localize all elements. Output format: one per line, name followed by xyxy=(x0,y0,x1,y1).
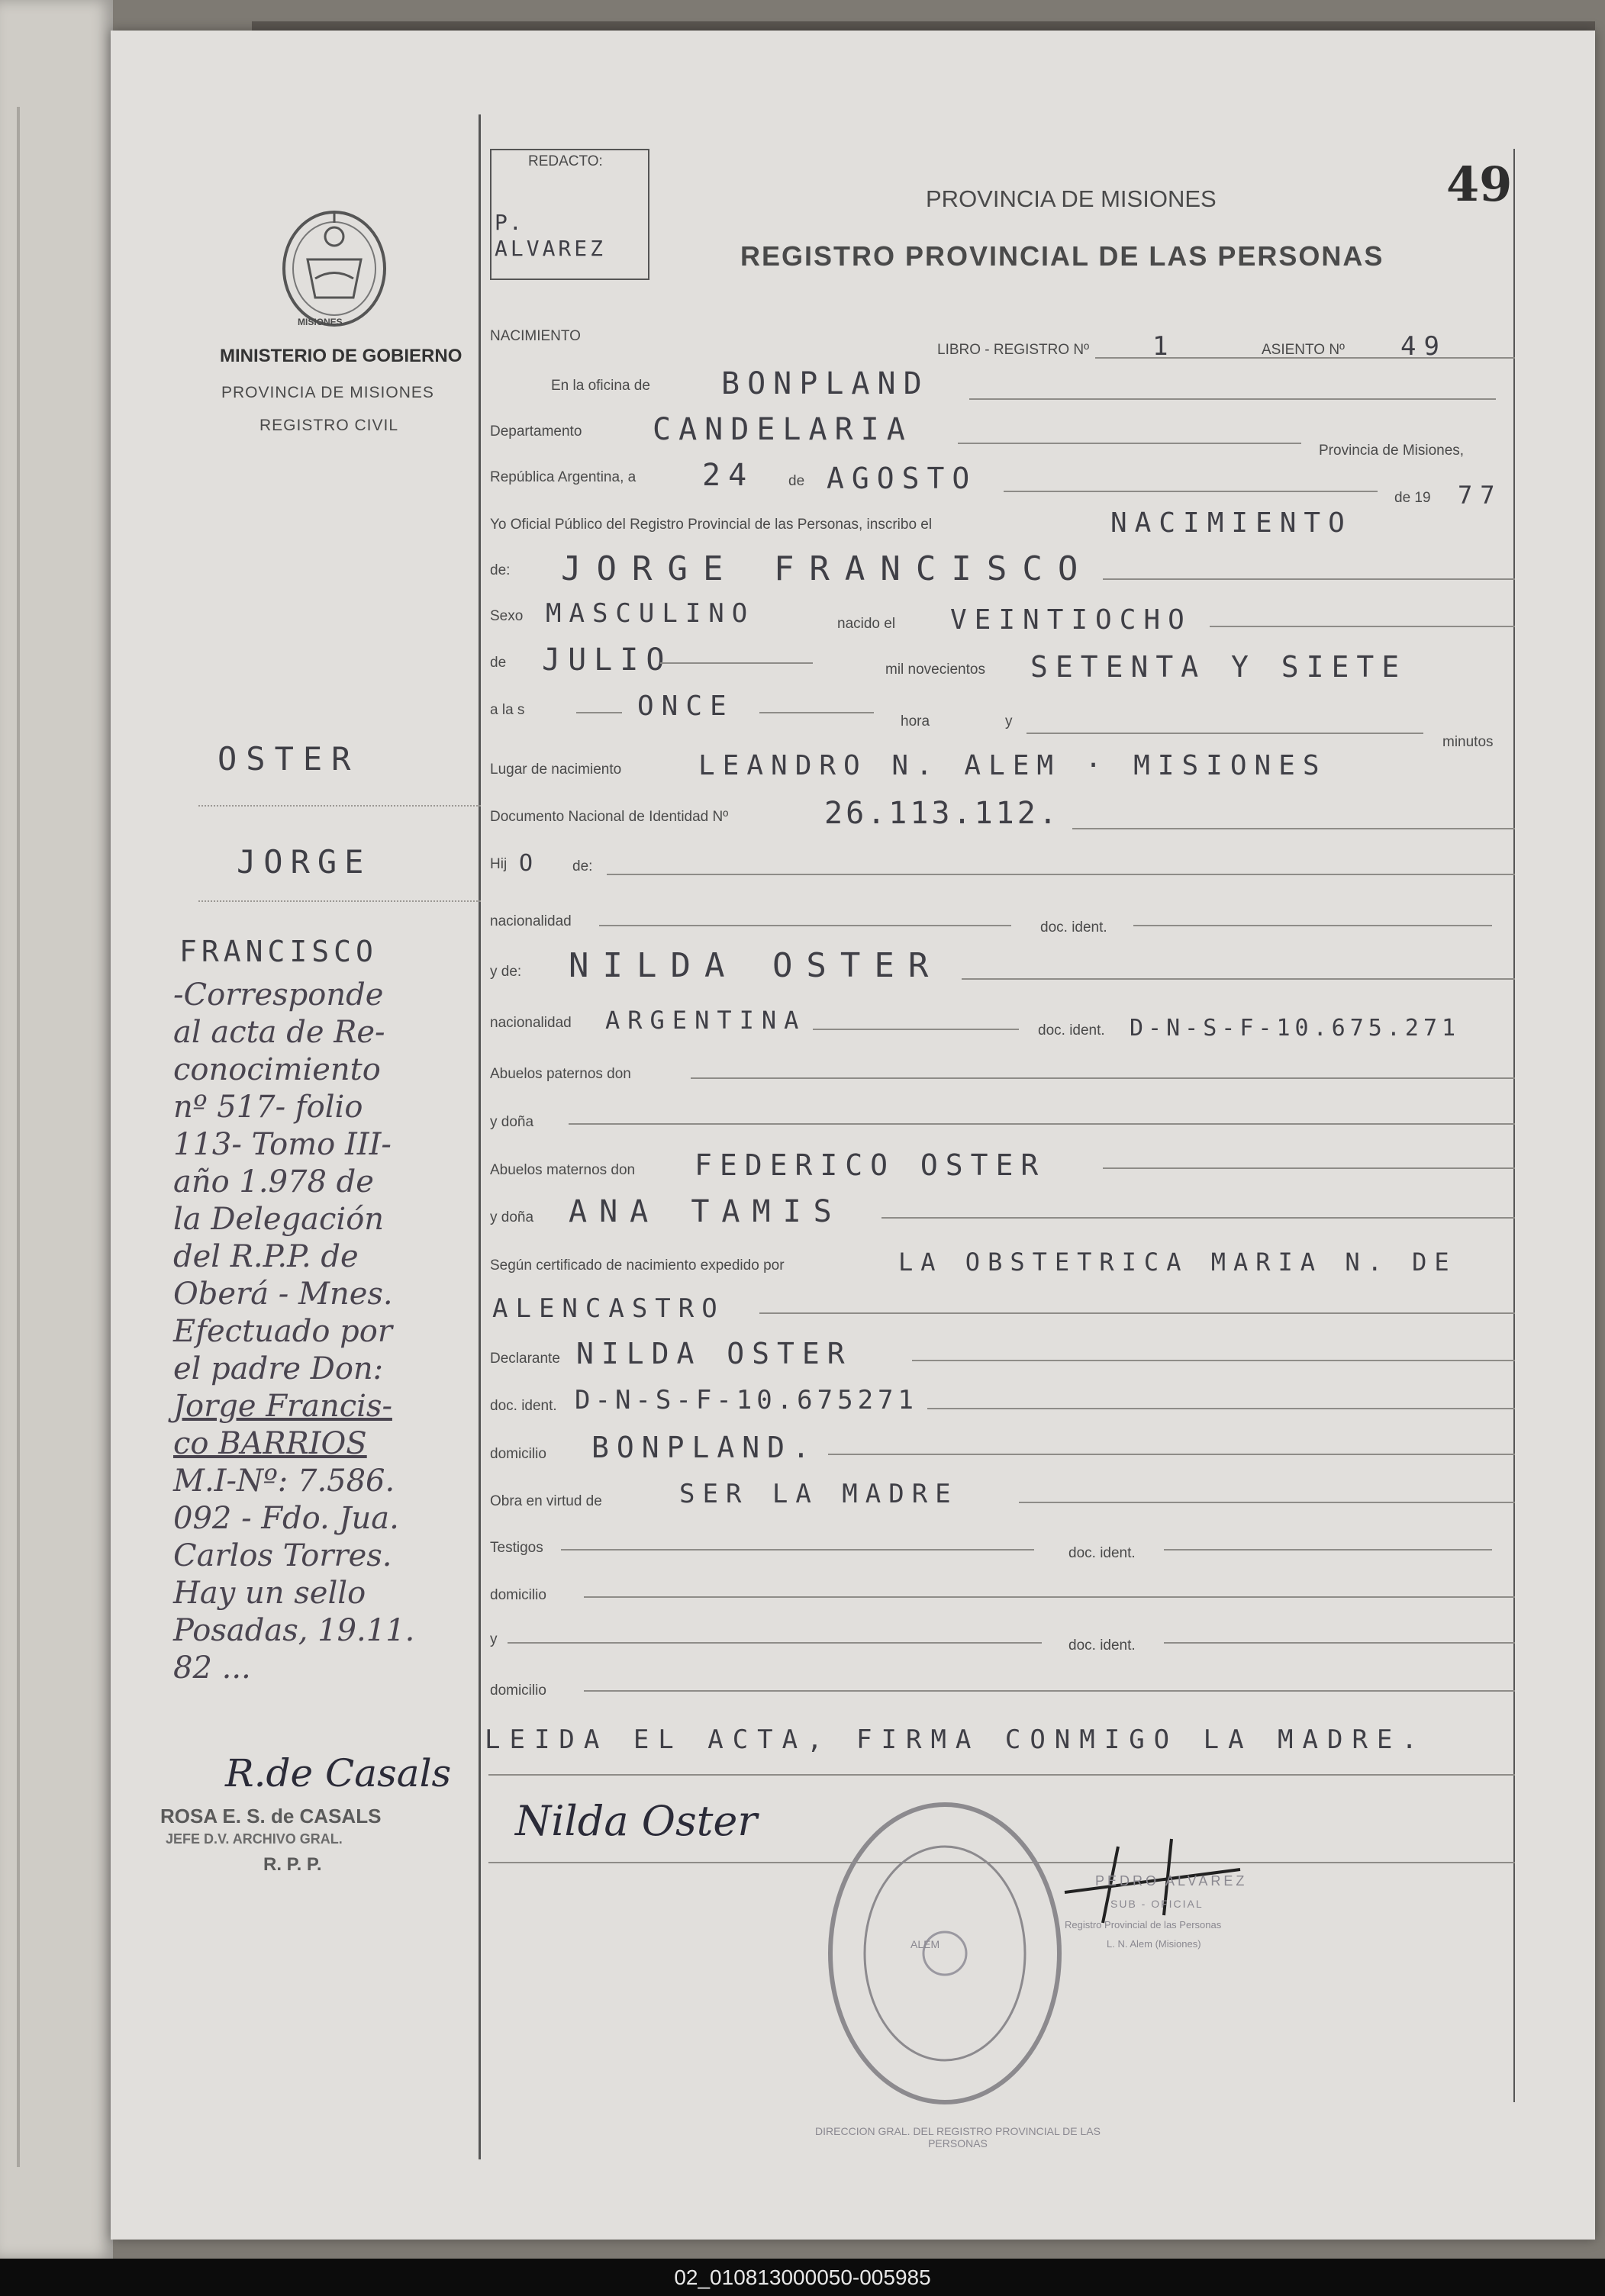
sexo-label: Sexo xyxy=(490,608,524,624)
y2-label: y xyxy=(490,1631,498,1647)
nacionalidad-label: nacionalidad xyxy=(490,913,572,929)
y-dona2-label: y doña xyxy=(490,1209,534,1225)
departamento-label: Departamento xyxy=(490,423,582,440)
certificado-label: Según certificado de nacimiento expedido por xyxy=(490,1257,785,1274)
margin-note-line: Oberá - Mnes. xyxy=(173,1277,393,1312)
domicilio3-label: domicilio xyxy=(490,1683,546,1699)
sexo-value: MASCULINO xyxy=(546,598,756,629)
libro-value: 1 xyxy=(1152,331,1176,362)
hora-label: hora xyxy=(901,713,930,729)
alas-label: a la s xyxy=(490,702,525,718)
archive-stamp-role: JEFE D.V. ARCHIVO GRAL. xyxy=(166,1831,343,1847)
nacido-value: VEINTIOCHO xyxy=(950,604,1192,636)
round-stamp-text: DIRECCION GRAL. DEL REGISTRO PROVINCIAL DE LAS PERSONAS xyxy=(815,2125,1101,2149)
republica-label: República Argentina, a xyxy=(490,469,637,485)
asiento-value: 49 xyxy=(1400,331,1447,362)
doc-ident2-value: D-N-S-F-10.675.271 xyxy=(1130,1015,1461,1042)
province-heading: PROVINCIA DE MISIONES xyxy=(926,185,1217,212)
margin-note-line: nº 517- folio xyxy=(173,1090,363,1125)
margin-given2: FRANCISCO xyxy=(179,935,378,968)
archive-stamp-name: ROSA E. S. de CASALS xyxy=(160,1805,382,1827)
margin-note-line: el padre Don: xyxy=(173,1351,384,1386)
margin-note-line: Posadas, 19.11. xyxy=(173,1613,415,1648)
margin-given1: JORGE xyxy=(237,843,372,881)
margin-note-line: 092 - Fdo. Jua. xyxy=(173,1501,399,1536)
y-de-label: y de: xyxy=(490,964,522,980)
declarante-label: Declarante xyxy=(490,1351,560,1367)
nombre-value: JORGE FRANCISCO xyxy=(561,549,1094,588)
dia-value: 24 xyxy=(702,458,755,493)
archive-signature: R.de Casals xyxy=(225,1751,452,1795)
officer-stamp-office: Registro Provincial de las Personas xyxy=(1065,1919,1222,1931)
domicilio-value: BONPLAND. xyxy=(591,1431,817,1464)
margin-note-line: -Corresponde xyxy=(173,977,384,1013)
minutos-label: minutos xyxy=(1442,734,1494,750)
image-id-footer: 02_010813000050-005985 xyxy=(0,2259,1605,2296)
mes-nac-value: JULIO xyxy=(542,642,672,678)
ministry-province: PROVINCIA DE MISIONES xyxy=(221,384,434,401)
obra-value: SER LA MADRE xyxy=(679,1479,959,1509)
mother-signature: Nilda Oster xyxy=(515,1797,758,1845)
certificado-value2: ALENCASTRO xyxy=(492,1293,725,1324)
margin-note-line: Jorge Francis- xyxy=(173,1389,392,1424)
margin-note-line: 82 ... xyxy=(173,1650,251,1686)
redacto-box xyxy=(490,149,649,280)
doc-ident3-value: D-N-S-F-10.675271 xyxy=(575,1385,918,1415)
section-label: NACIMIENTO xyxy=(490,328,581,344)
anio-nac-value: SETENTA Y SIETE xyxy=(1030,650,1407,684)
dni-value: 26.113.112. xyxy=(824,796,1060,831)
margin-note-line: Carlos Torres. xyxy=(173,1538,392,1573)
obra-label: Obra en virtud de xyxy=(490,1493,602,1509)
provincia-label: Provincia de Misiones, xyxy=(1319,443,1465,459)
margin-note-line: al acta de Re- xyxy=(173,1015,385,1050)
margin-note-line: Hay un sello xyxy=(173,1576,366,1611)
doc-ident2-label: doc. ident. xyxy=(1038,1022,1105,1039)
redacto-value: P. xyxy=(495,210,524,235)
page-number: 49 xyxy=(1446,156,1513,212)
abuelos-pat-label: Abuelos paternos don xyxy=(490,1066,631,1082)
testigos-label: Testigos xyxy=(490,1540,543,1556)
y-dona-label: y doña xyxy=(490,1114,534,1130)
redacto-label: REDACTO: xyxy=(528,153,603,169)
oficina-value: BONPLAND xyxy=(721,366,930,401)
margin-note xyxy=(173,977,479,1687)
dni-label: Documento Nacional de Identidad Nº xyxy=(490,809,729,825)
anio-label: de 19 xyxy=(1394,490,1431,506)
doc-ident3-label: doc. ident. xyxy=(490,1398,557,1414)
libro-label: LIBRO - REGISTRO Nº xyxy=(937,342,1090,358)
anio-value: 77 xyxy=(1458,481,1503,510)
mil-label: mil novecientos xyxy=(885,662,985,678)
inscribo-value: NACIMIENTO xyxy=(1110,507,1352,539)
departamento-value: CANDELARIA xyxy=(653,412,913,447)
margin-note-line: del R.P.P. de xyxy=(173,1239,359,1274)
margin-divider xyxy=(479,114,481,2159)
declarante-value: NILDA OSTER xyxy=(576,1337,852,1370)
margin-note-line: la Delegación xyxy=(173,1202,385,1237)
redacto-value: ALVAREZ xyxy=(495,236,607,261)
certificado-value: LA OBSTETRICA MARIA N. DE xyxy=(898,1248,1457,1277)
archive-stamp-org: R. P. P. xyxy=(263,1854,322,1875)
de-label: de xyxy=(788,473,805,489)
hijo-value: O xyxy=(519,850,541,877)
lugar-label: Lugar de nacimiento xyxy=(490,762,622,778)
margin-note-line: conocimiento xyxy=(173,1052,381,1087)
nacionalidad2-label: nacionalidad xyxy=(490,1015,572,1031)
margin-surname: OSTER xyxy=(218,740,360,778)
nacionalidad2-value: ARGENTINA xyxy=(605,1006,807,1035)
margin-note-line: Efectuado por xyxy=(173,1314,392,1349)
margin-note-line: año 1.978 de xyxy=(173,1164,374,1200)
margin-note-line: 113- Tomo III- xyxy=(173,1127,392,1162)
leida-statement: LEIDA EL ACTA, FIRMA CONMIGO LA MADRE. xyxy=(485,1724,1426,1755)
nacido-label: nacido el xyxy=(837,616,896,632)
round-stamp-icon xyxy=(819,1793,1071,2114)
officer-stamp-role: SUB - OFICIAL xyxy=(1110,1898,1204,1910)
abuela-mat-value: ANA TAMIS xyxy=(569,1194,844,1229)
margin-note-line: M.I-Nº: 7.586. xyxy=(173,1464,395,1499)
ministry-name: MINISTERIO DE GOBIERNO xyxy=(220,346,462,366)
left-facing-page xyxy=(0,0,113,2259)
hijo-label: Hij xyxy=(490,856,508,872)
document-page xyxy=(111,31,1595,2240)
oficina-label: En la oficina de xyxy=(551,378,650,394)
abuelo-mat-value: FEDERICO OSTER xyxy=(695,1148,1046,1182)
oficial-label: Yo Oficial Público del Registro Provincial de las Personas, inscribo el xyxy=(490,517,933,533)
asiento-label: ASIENTO Nº xyxy=(1262,342,1345,358)
seal-label: MISIONES xyxy=(298,317,343,327)
madre-value: NILDA OSTER xyxy=(569,946,943,985)
de2-label: de xyxy=(490,655,507,671)
coat-of-arms-icon xyxy=(277,206,392,330)
officer-stamp-name: PEDRO ALVAREZ xyxy=(1095,1873,1248,1889)
ministry-registry: REGISTRO CIVIL xyxy=(259,417,399,434)
abuelos-mat-label: Abuelos maternos don xyxy=(490,1162,636,1178)
officer-stamp-place: L. N. Alem (Misiones) xyxy=(1107,1938,1201,1950)
mes-value: AGOSTO xyxy=(827,462,978,495)
domicilio2-label: domicilio xyxy=(490,1587,546,1603)
hijo-de-label: de: xyxy=(572,858,593,874)
doc-ident-label: doc. ident. xyxy=(1040,919,1107,935)
lugar-value: LEANDRO N. ALEM · MISIONES xyxy=(698,750,1327,781)
doc-ident4-label: doc. ident. xyxy=(1068,1545,1136,1561)
hora-value: ONCE xyxy=(637,691,734,722)
margin-note-line: co BARRIOS xyxy=(173,1426,367,1461)
domicilio-label: domicilio xyxy=(490,1446,546,1462)
round-stamp-center: ALEM xyxy=(910,1938,940,1950)
de-name-label: de: xyxy=(490,562,511,578)
right-border xyxy=(1513,149,1515,2102)
y-label: y xyxy=(1005,713,1013,729)
registry-title: REGISTRO PROVINCIAL DE LAS PERSONAS xyxy=(740,240,1384,272)
doc-ident5-label: doc. ident. xyxy=(1068,1637,1136,1654)
